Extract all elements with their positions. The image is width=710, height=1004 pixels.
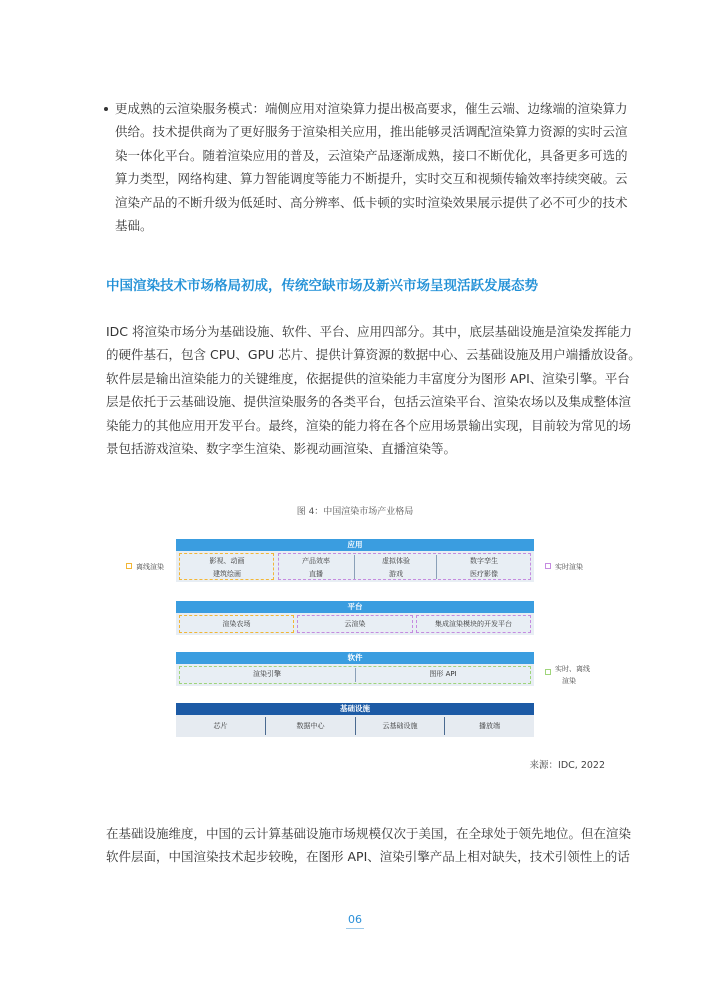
cell-game: 游戏 bbox=[389, 570, 403, 578]
cell-architecture: 建筑绘画 bbox=[213, 570, 241, 578]
text-line: 更成熟的云渲染服务模式：端侧应用对渲染算力提出极高要求，催生云端、边缘端的渲染算力 bbox=[115, 101, 628, 116]
offline-legend-icon bbox=[126, 563, 132, 569]
text-line: 渲染产品的不断升级为低延时、高分辨率、低卡顿的实时渲染效果展示提供了必不可少的技术 bbox=[115, 194, 628, 210]
legend-realtime: 实时渲染 bbox=[555, 563, 583, 571]
cell-data-center: 数据中心 bbox=[296, 722, 325, 730]
cell-live-stream: 直播 bbox=[309, 570, 323, 578]
application-layer-header: 应用 bbox=[176, 539, 534, 551]
infrastructure-layer-header: 基础设施 bbox=[176, 703, 534, 715]
cell-chip: 芯片 bbox=[213, 722, 228, 730]
closing-paragraph bbox=[106, 822, 631, 869]
text-line: 染一体化平台。随着渲染应用的普及，云渲染产品逐渐成熟，接口不断优化，具备更多可选的 bbox=[115, 147, 628, 163]
text-line: 基础。 bbox=[115, 218, 153, 234]
divider bbox=[436, 555, 437, 579]
divider bbox=[354, 555, 355, 579]
cell-product-efficiency: 产品效率 bbox=[302, 557, 330, 565]
figure-title: 图 4：中国渲染市场产业格局 bbox=[296, 507, 414, 517]
intro-paragraph bbox=[106, 320, 641, 460]
text-line: 的硬件基石，包含 CPU、GPU 芯片、提供计算资源的数据中心、云基础设施及用户端播放设备。 bbox=[106, 347, 641, 363]
legend-both-line2: 渲染 bbox=[562, 677, 576, 685]
text-line: 层是依托于云基础设施、提供渲染服务的各类平台，包括云渲染平台、渲染农场以及集成整体渲 bbox=[106, 394, 632, 410]
software-layer-header: 软件 bbox=[176, 652, 534, 664]
legend-offline: 离线渲染 bbox=[136, 563, 164, 571]
figure-source: 来源：IDC, 2022 bbox=[529, 760, 605, 771]
legend-both-line1: 实时、离线 bbox=[555, 665, 590, 673]
text-line: 软件层面，中国渲染技术起步较晚，在图形 API、渲染引擎产品上相对缺失，技术引领性上的话 bbox=[106, 849, 630, 865]
text-line: IDC 将渲染市场分为基础设施、软件、平台、应用四部分。其中，底层基础设施是渲染发挥能力 bbox=[106, 324, 633, 339]
section-title: 中国渲染技术市场格局初成，传统空缺市场及新兴市场呈现活跃发展态势 bbox=[106, 278, 538, 294]
text-line: 染能力的其他应用开发平台。最终，渲染的能力将在各个应用场景输出实现，目前较为常见的场 bbox=[106, 417, 632, 433]
cell-medical-imaging: 医疗影像 bbox=[470, 570, 498, 578]
cell-digital-twin: 数字孪生 bbox=[470, 557, 498, 565]
cell-playback: 播放端 bbox=[479, 722, 500, 730]
text-line: 算力类型，网络构建、算力智能调度等能力不断提升，实时交互和视频传输效率持续突破。云 bbox=[115, 171, 628, 187]
platform-layer-header: 平台 bbox=[176, 601, 534, 613]
cell-graphics-api: 图形 API bbox=[429, 670, 457, 678]
both-legend-icon bbox=[545, 669, 551, 675]
text-line: 景包括游戏渲染、数字孪生渲染、影视动画渲染、直播渲染等。 bbox=[106, 441, 457, 457]
text-line: 在基础设施维度，中国的云计算基础设施市场规模仅次于美国，在全球处于领先地位。但在渲染 bbox=[106, 826, 632, 841]
cell-cloud-render: 云渲染 bbox=[297, 615, 413, 633]
realtime-legend-icon bbox=[545, 563, 551, 569]
cell-virtual-experience: 虚拟体验 bbox=[382, 557, 410, 565]
bullet-icon bbox=[104, 107, 108, 111]
cell-cloud-infra: 云基础设施 bbox=[382, 722, 418, 730]
page-number: 06 bbox=[348, 913, 362, 926]
cell-render-engine: 渲染引擎 bbox=[253, 670, 281, 678]
bullet-paragraph bbox=[115, 97, 628, 237]
cell-render-farm: 渲染农场 bbox=[179, 615, 294, 633]
page-number-underline bbox=[346, 928, 364, 929]
cell-film-animation: 影视、动画 bbox=[209, 557, 245, 565]
text-line: 软件层是输出渲染能力的关键维度，依据提供的渲染能力丰富度分为图形 API、渲染引擎。平台 bbox=[106, 370, 630, 386]
text-line: 供给。技术提供商为了更好服务于渲染相关应用，推出能够灵活调配渲染算力资源的实时云渲 bbox=[115, 124, 628, 140]
cell-dev-platform: 集成渲染模块的开发平台 bbox=[416, 615, 531, 633]
